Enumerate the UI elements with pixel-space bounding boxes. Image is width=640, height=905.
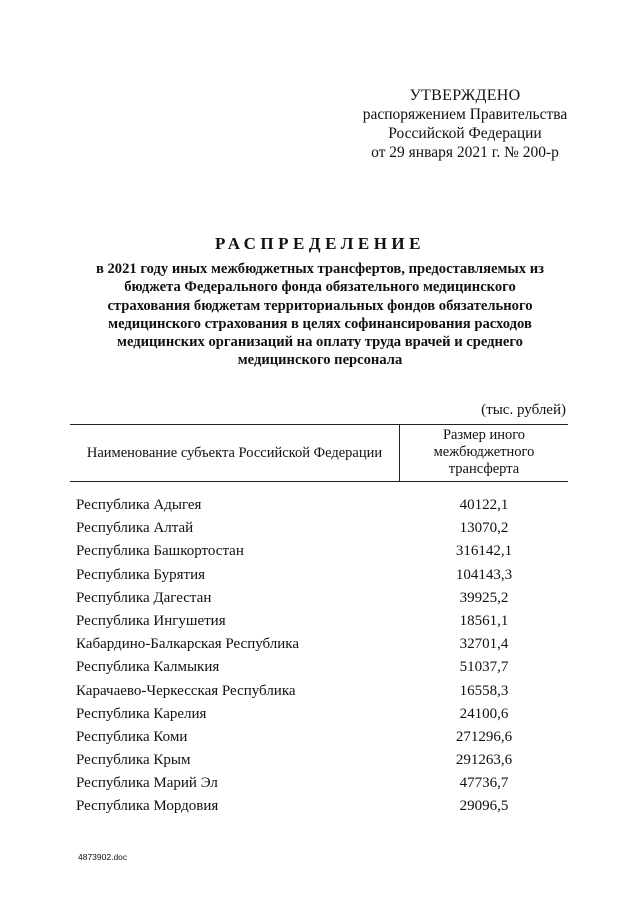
table-row xyxy=(70,564,568,587)
transfer-amount: 104143,3 xyxy=(455,566,513,583)
table-row xyxy=(70,703,568,726)
header-value-column xyxy=(400,427,568,478)
approval-date-number: от 29 января 2021 г. № 200-р xyxy=(371,144,559,161)
table-row xyxy=(70,726,568,749)
table-row xyxy=(70,633,568,656)
subtitle-line: медицинского страхования в целях софинансирования расходов xyxy=(108,315,532,332)
transfer-amount: 271296,6 xyxy=(455,728,513,745)
table-row xyxy=(70,517,568,540)
header-value-line: Размер иного xyxy=(442,427,526,443)
table-row xyxy=(70,795,568,818)
table-row xyxy=(70,656,568,679)
table-row xyxy=(70,540,568,563)
region-name: Республика Бурятия xyxy=(76,566,206,583)
file-name-footer: 4873902.doc xyxy=(78,852,128,862)
subtitle-line: медицинского персонала xyxy=(237,352,403,369)
subtitle-line: бюджета Федерального фонда обязательного медицинского xyxy=(124,279,516,296)
region-name: Карачаево-Черкесская Республика xyxy=(76,682,296,699)
region-name: Республика Мордовия xyxy=(76,798,219,815)
transfer-amount: 24100,6 xyxy=(459,705,509,722)
units-label: (тыс. рублей) xyxy=(481,402,566,418)
header-name-column: Наименование субъекта Российской Федерации xyxy=(70,425,400,481)
approval-line: Российской Федерации xyxy=(388,125,542,142)
transfer-amount: 291263,6 xyxy=(455,752,513,769)
table-row xyxy=(70,494,568,517)
table-row xyxy=(70,772,568,795)
document-title: РАСПРЕДЕЛЕНИЕ xyxy=(215,234,425,253)
transfer-amount: 29096,5 xyxy=(459,798,509,815)
table-row xyxy=(70,610,568,633)
region-name: Республика Башкортостан xyxy=(76,543,244,560)
region-name: Республика Алтай xyxy=(76,520,194,537)
transfer-amount: 13070,2 xyxy=(459,520,509,537)
region-name: Кабардино-Балкарская Республика xyxy=(76,636,300,653)
table-body xyxy=(70,494,568,819)
header-value-line: трансферта xyxy=(448,461,520,477)
subtitle-line: страхования бюджетам территориальных фондов обязательного xyxy=(107,297,533,314)
transfer-amount: 316142,1 xyxy=(455,543,513,560)
table-row xyxy=(70,749,568,772)
region-name: Республика Дагестан xyxy=(76,589,212,606)
table-row xyxy=(70,680,568,703)
region-name: Республика Крым xyxy=(76,752,191,769)
approval-heading: УТВЕРЖДЕНО xyxy=(409,87,521,104)
table-header xyxy=(70,424,568,482)
transfer-amount: 47736,7 xyxy=(459,775,509,792)
subtitle-line: медицинских организаций на оплату труда врачей и среднего xyxy=(117,334,523,351)
transfer-amount: 16558,3 xyxy=(459,682,509,699)
document-subtitle xyxy=(72,260,568,370)
region-name: Республика Калмыкия xyxy=(76,659,220,676)
header-value-line: межбюджетного xyxy=(433,444,535,460)
region-name: Республика Карелия xyxy=(76,705,207,722)
approval-line: распоряжением Правительства xyxy=(362,106,568,123)
region-name: Республика Адыгея xyxy=(76,497,202,513)
approval-block xyxy=(345,86,585,162)
transfer-amount: 18561,1 xyxy=(459,612,509,629)
transfer-amount: 51037,7 xyxy=(459,659,509,676)
transfer-amount: 39925,2 xyxy=(459,589,509,606)
transfer-amount: 40122,1 xyxy=(459,497,509,513)
region-name: Республика Марий Эл xyxy=(76,775,218,792)
subtitle-line: в 2021 году иных межбюджетных трансфертов, предоставляемых из xyxy=(95,261,545,277)
transfer-amount: 32701,4 xyxy=(459,636,509,653)
table-row xyxy=(70,587,568,610)
region-name: Республика Коми xyxy=(76,728,188,745)
region-name: Республика Ингушетия xyxy=(76,612,226,629)
